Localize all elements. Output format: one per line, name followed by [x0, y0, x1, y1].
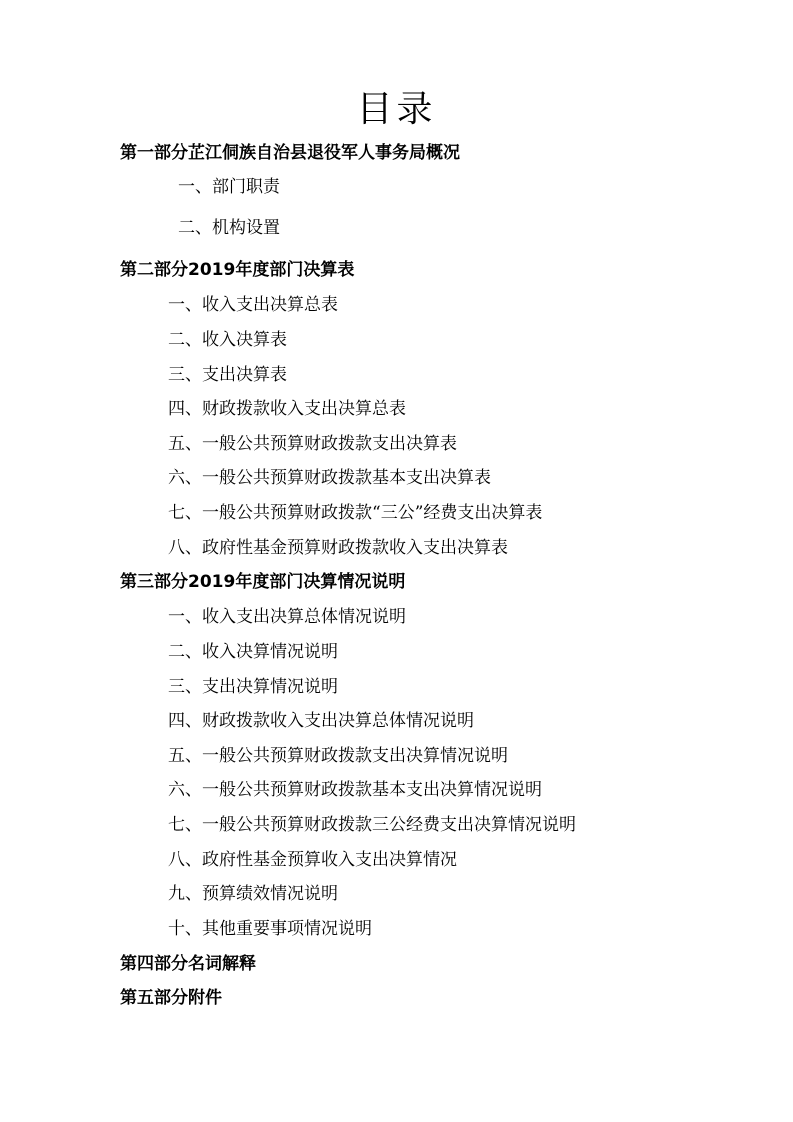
- toc-item[interactable]: 七、一般公共预算财政拨款“三公”经费支出决算表: [168, 503, 543, 523]
- toc-part-3-heading[interactable]: 第三部分2019年度部门决算情况说明: [120, 572, 406, 592]
- toc-item[interactable]: 五、一般公共预算财政拨款支出决算表: [168, 434, 457, 454]
- toc-item[interactable]: 二、机构设置: [178, 218, 280, 238]
- toc-item[interactable]: 八、政府性基金预算财政拨款收入支出决算表: [168, 538, 508, 558]
- toc-part-4-heading[interactable]: 第四部分名词解释: [120, 954, 256, 974]
- toc-item[interactable]: 二、收入决算情况说明: [168, 642, 338, 662]
- toc-part-2-heading[interactable]: 第二部分2019年度部门决算表: [120, 260, 355, 280]
- toc-part-5-heading[interactable]: 第五部分附件: [120, 988, 222, 1008]
- toc-item[interactable]: 一、收入支出决算总体情况说明: [168, 607, 406, 627]
- toc-item[interactable]: 五、一般公共预算财政拨款支出决算情况说明: [168, 746, 508, 766]
- toc-item[interactable]: 六、一般公共预算财政拨款基本支出决算情况说明: [168, 780, 542, 800]
- toc-item[interactable]: 三、支出决算表: [168, 365, 287, 385]
- page-title: 目录: [356, 89, 437, 130]
- toc-item[interactable]: 四、财政拨款收入支出决算总表: [168, 399, 406, 419]
- toc-part-1-heading[interactable]: 第一部分芷江侗族自治县退役军人事务局概况: [120, 143, 460, 163]
- toc-item[interactable]: 三、支出决算情况说明: [168, 677, 338, 697]
- toc-item[interactable]: 一、部门职责: [178, 177, 280, 197]
- toc-item[interactable]: 九、预算绩效情况说明: [168, 884, 338, 904]
- toc-item[interactable]: 十、其他重要事项情况说明: [168, 919, 372, 939]
- toc-item[interactable]: 二、收入决算表: [168, 330, 287, 350]
- toc-item[interactable]: 四、财政拨款收入支出决算总体情况说明: [168, 711, 474, 731]
- toc-item[interactable]: 一、收入支出决算总表: [168, 295, 338, 315]
- toc-item[interactable]: 七、一般公共预算财政拨款三公经费支出决算情况说明: [168, 815, 576, 835]
- toc-item[interactable]: 八、政府性基金预算收入支出决算情况: [168, 850, 457, 870]
- toc-item[interactable]: 六、一般公共预算财政拨款基本支出决算表: [168, 468, 491, 488]
